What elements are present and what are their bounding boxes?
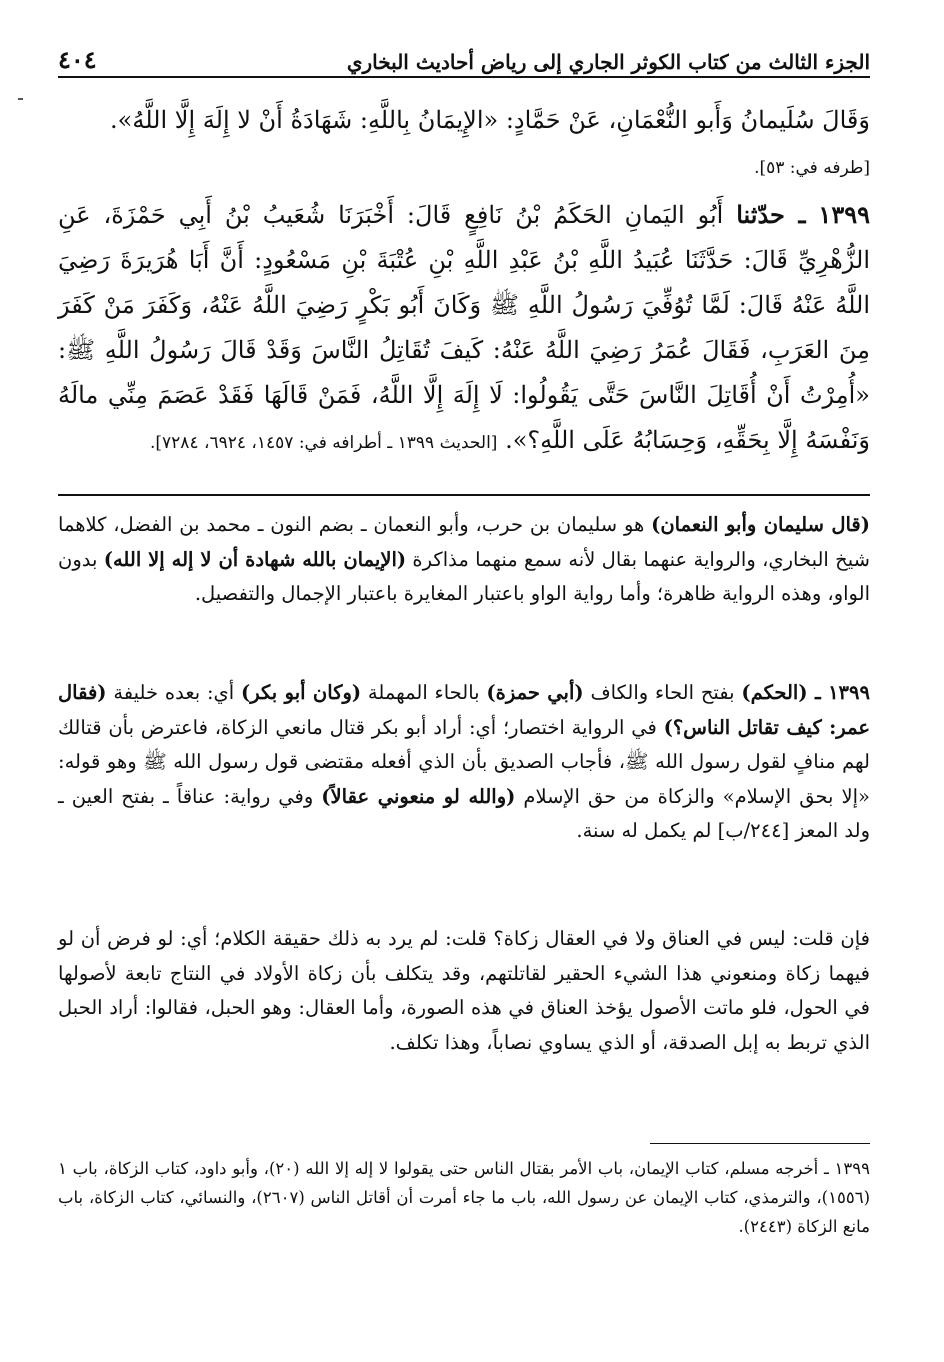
hadith-top: [58, 98, 870, 188]
page-number: ٤٠٤: [58, 45, 97, 74]
footnote-text: ١٣٩٩ ـ أخرجه مسلم، كتاب الإيمان، باب الأمر بقتال الناس حتى يقولوا لا إله إلا الله (٢٠)، وأبو داود، كتاب الزكاة، باب ١ (١٥٥٦)، والترمذي، كتاب الإيمان عن رسول الله، باب ما جاء أمرت أن أقاتل الناس (٢٦٠٧)، والنسائي، كتاب الزكاة، باب مانع الزكاة (٢٤٤٣).: [58, 1159, 871, 1236]
footnote: [58, 1154, 870, 1241]
commentary-lemma: (قال سليمان وأبو النعمان): [651, 513, 870, 536]
margin-mark: [18, 98, 23, 100]
hadith-1399: [58, 192, 870, 463]
commentary-text: في الرواية اختصار؛ أي: أراد أبو بكر قتال مانعي الزكاة، فاعترض بأن قتالك لهم منافٍ لقول رسول الله ﷺ، فأجاب الصديق بأن الذي أفعله مقتضى قول رسول الله ﷺ وهو قوله: «إلا بحق الإسلام» والزكاة من حق الإسلام: [58, 715, 870, 808]
hadith-top-ref: [طرفه في: ٥٣].: [754, 158, 870, 178]
commentary-lemma: (وكان أبو بكر): [241, 681, 362, 704]
commentary-text: بدون الواو، وهذه الرواية ظاهرة؛ وأما رواية الواو باعتبار المغايرة باعتبار الإجمال والتفصيل.: [58, 547, 870, 605]
hadith-top-text: وَقَالَ سُلَيمانُ وَأَبو النُّعْمَانِ، عَنْ حَمَّادٍ: «الإِيمَانُ بِاللَّهِ: شَهَادَةُ أَنْ لا إِلَهَ إِلَّا اللَّهُ».: [110, 106, 870, 134]
hadith-number: ١٣٩٩: [818, 200, 870, 229]
running-header: [58, 42, 870, 78]
hadith-ref: [الحديث ١٣٩٩ ـ أطرافه في: ١٤٥٧، ٦٩٢٤، ٧٢٨٤].: [150, 433, 498, 453]
hadith-text: أَبُو اليَمانِ الحَكَمُ بْنُ نَافِعٍ قَالَ: أَخْبَرَنَا شُعَيبُ بْنُ أَبِي حَمْزَةَ، عَنِ الزُّهْرِيِّ قَالَ: حَدَّثَنَا عُبَيدُ اللَّهِ بْنُ عَبْدِ اللَّهِ بْنِ عُتْبَةَ بْنِ مَسْعُودٍ: أَنَّ أَبَا هُرَيرَةَ رَضِيَ اللَّهُ عَنْهُ قَالَ: لَمَّا تُوُفِّيَ رَسُولُ اللَّهِ ﷺ وَكَانَ أَبُو بَكْرٍ رَضِيَ اللَّهُ عَنْهُ، وَكَفَرَ مَنْ كَفَرَ مِنَ العَرَبِ، فَقَالَ عُمَرُ رَضِيَ اللَّهُ عَنْهُ: كَيفَ تُقَاتِلُ النَّاسَ وَقَدْ قَالَ رَسُولُ اللَّهِ ﷺ: «أُمِرْتُ أَنْ أُقَاتِلَ النَّاسَ حَتَّى يَقُولُوا: لَا إِلَهَ إِلَّا اللَّهُ، فَمَنْ قَالَهَا فَقَدْ عَصَمَ مِنِّي مالَهُ وَنَفْسَهُ إِلَّا بِحَقِّهِ، وَحِسَابُهُ عَلَى اللَّهِ؟».: [58, 201, 870, 454]
commentary-lemma: ١٣٩٩ ـ (الحكم): [741, 681, 870, 704]
commentary-text: وفي رواية: عناقاً ـ بفتح العين ـ ولد المعز [٢٤٤/ب] لم يكمل له سنة.: [58, 784, 870, 842]
hadith-lead: ـ حدّثنا: [736, 200, 806, 229]
commentary-lemma: (أبي حمزة): [486, 681, 584, 704]
commentary-paragraph-2: [58, 676, 870, 849]
header-title: الجزء الثالث من كتاب الكوثر الجاري إلى رياض أحاديث البخاري: [346, 50, 870, 74]
commentary-lemma: (فقال عمر: كيف تقاتل الناس؟): [58, 681, 870, 739]
commentary-text: هو سليمان بن حرب، وأبو النعمان ـ بضم النون ـ محمد بن الفضل، كلاهما شيخ البخاري، والرواية عنهما بقال لأنه سمع منهما مذاكرة: [58, 513, 870, 571]
commentary-paragraph-3: [58, 922, 870, 1060]
commentary-text: بالحاء المهملة: [361, 681, 487, 704]
commentary-text: بفتح الحاء والكاف: [583, 681, 742, 704]
footnote-divider: [650, 1143, 870, 1144]
commentary-paragraph-1: [58, 508, 870, 612]
commentary-text: فإن قلت: ليس في العناق ولا في العقال زكاة؟ قلت: لم يرد به ذلك حقيقة الكلام؛ أي: لو فرض أن لو فيهما زكاة ومنعوني هذا الشيء الحقير لقاتلتهم، وقد يتكلف بأن زكاة الأولاد في النتاج تابعة لأصولها في الحول، فلو ماتت الأصول يؤخذ العناق في هذه الصورة، وأما العقال: وهو الحبل، فقالوا: أراد الحبل الذي تربط به إبل الصدقة، أو الذي يساوي نصاباً، وهذا تكلف.: [58, 927, 870, 1054]
commentary-text: أي: بعده خليفة: [106, 681, 242, 704]
section-divider: [58, 494, 870, 496]
commentary-lemma: (الإيمان بالله شهادة أن لا إله إلا الله): [103, 547, 407, 571]
commentary-lemma: (والله لو منعوني عقالاً): [321, 784, 516, 808]
